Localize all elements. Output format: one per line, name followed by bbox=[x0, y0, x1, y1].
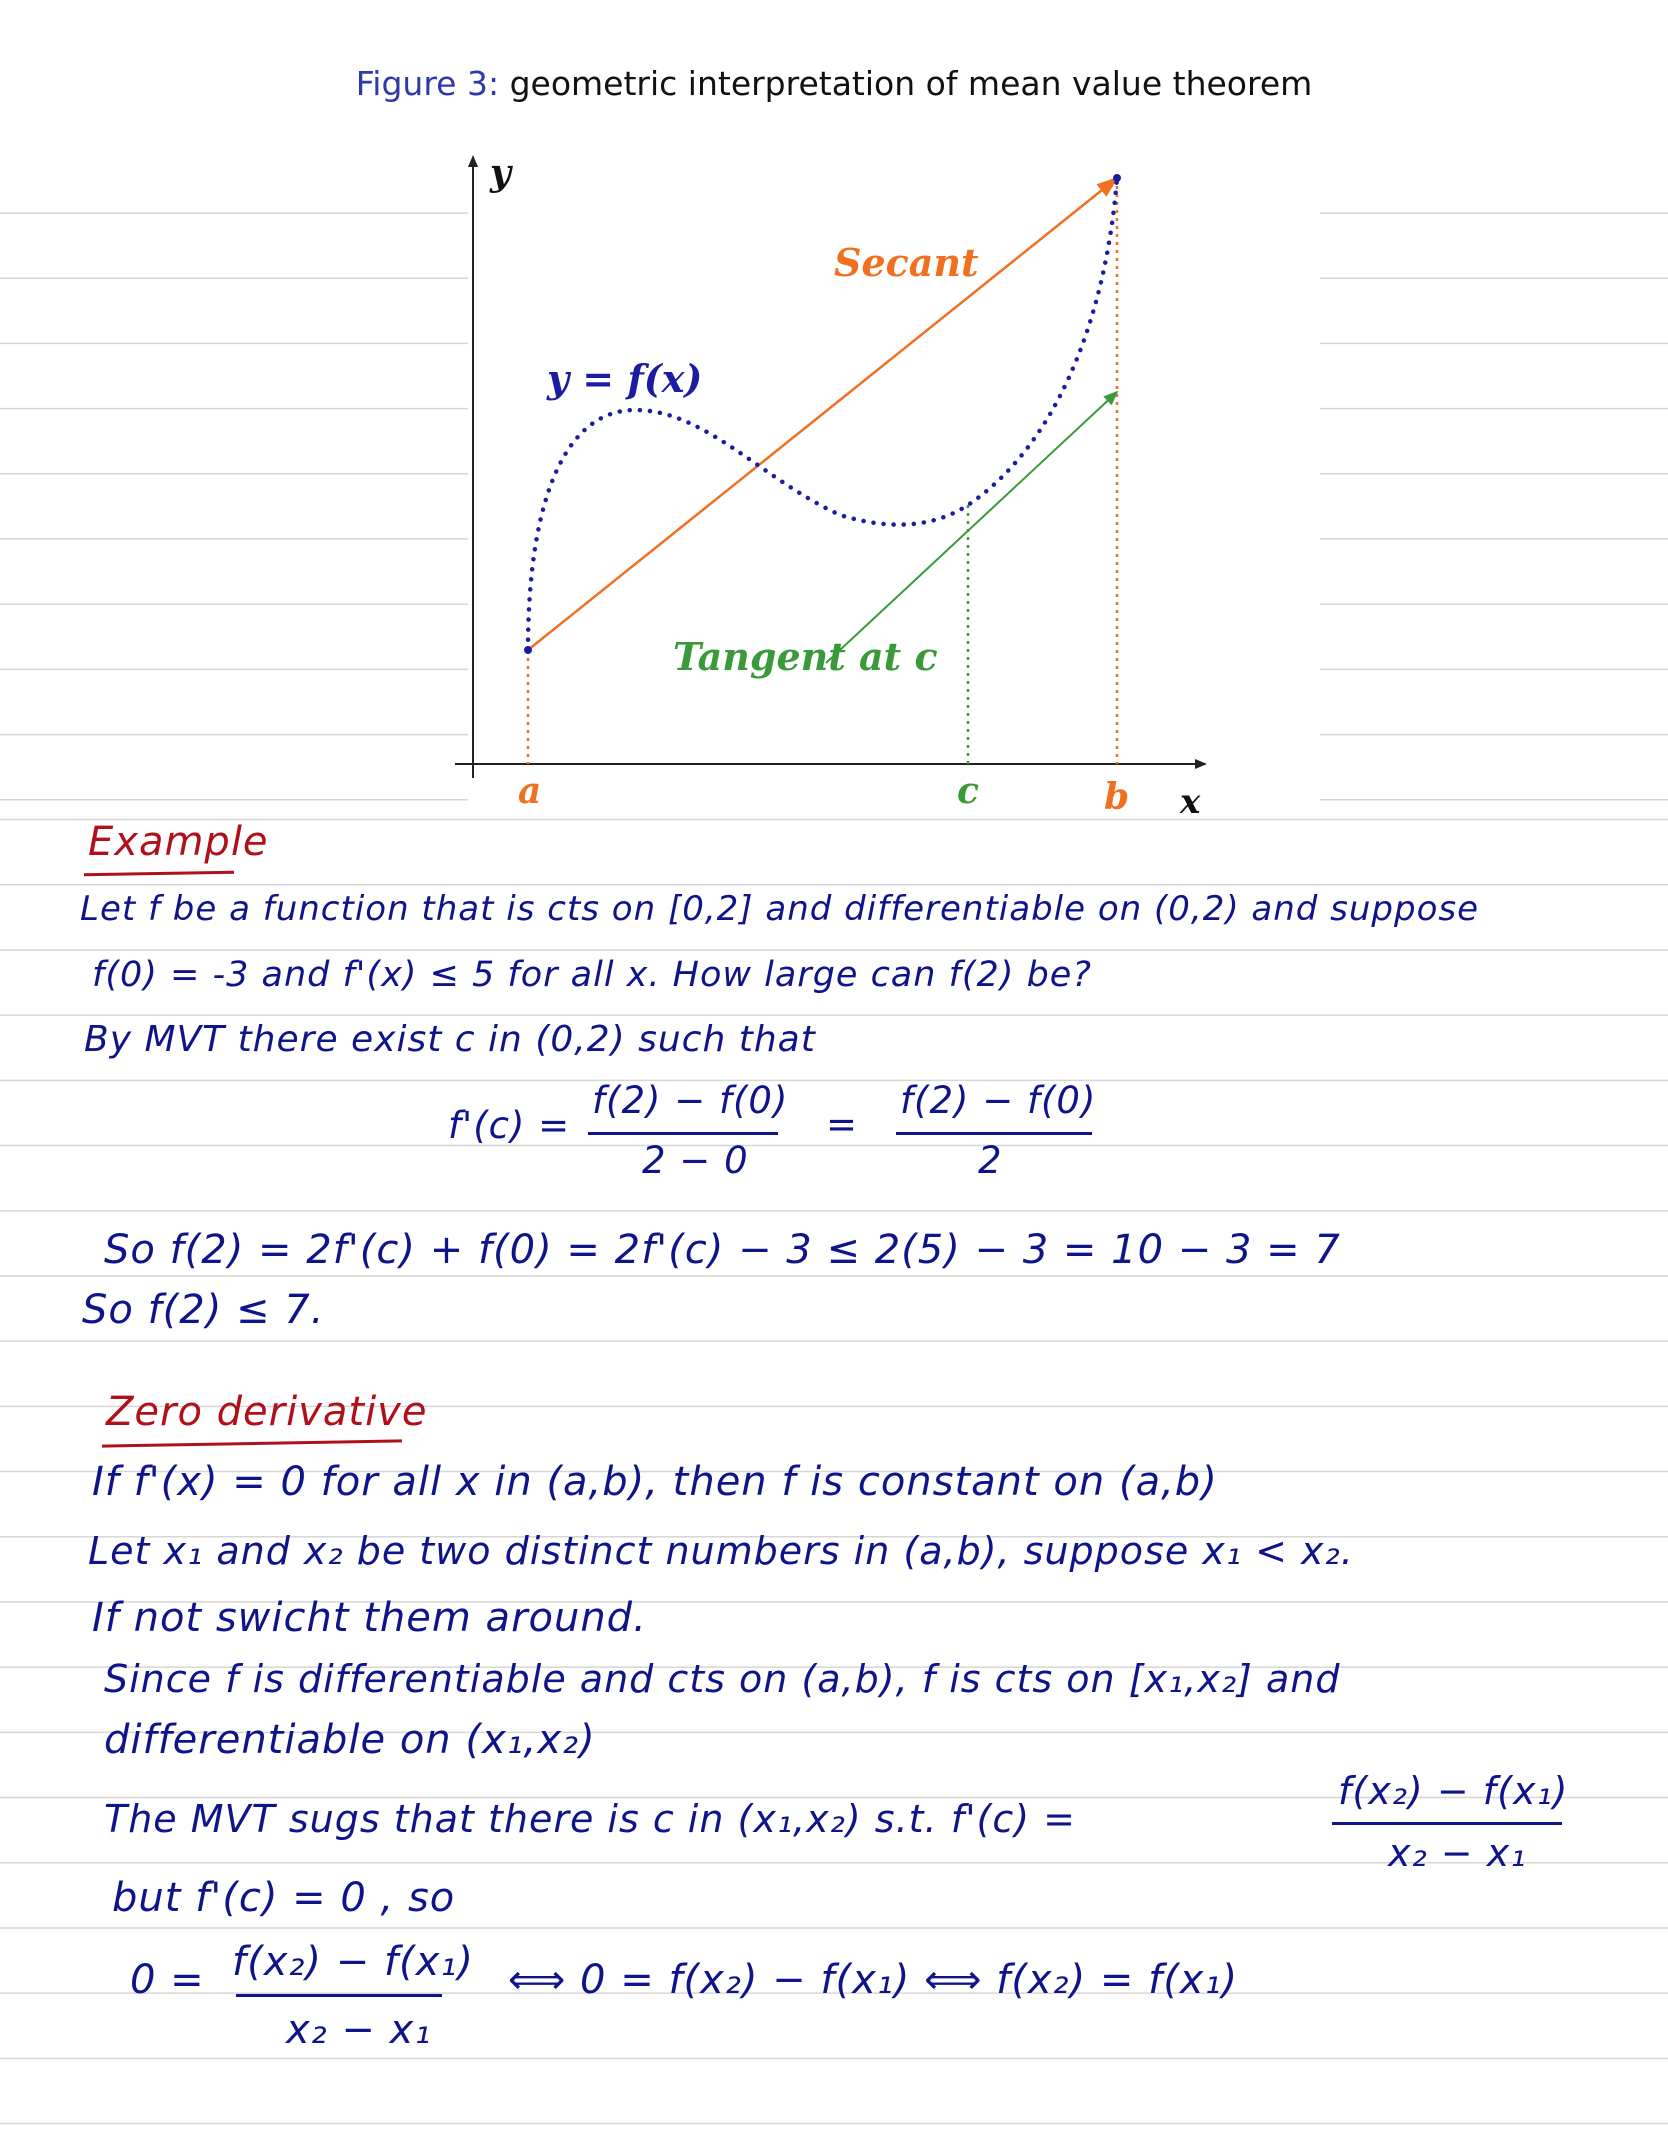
tangent-line bbox=[826, 392, 1117, 663]
zero-derivative-line-7: but f'(c) = 0 , so bbox=[112, 1875, 456, 1921]
example-eq-equals: = bbox=[826, 1103, 859, 1146]
zero-derivative-heading: Zero derivative bbox=[106, 1389, 428, 1435]
figure-caption-label: Figure 3: bbox=[355, 64, 500, 103]
zero-derivative-line-6-denominator: x₂ − x₁ bbox=[1388, 1831, 1527, 1875]
point-a-label: a bbox=[518, 770, 542, 812]
zero-derivative-line-8-denominator: x₂ − x₁ bbox=[286, 2007, 432, 2053]
zero-derivative-line-3: If not swicht them around. bbox=[92, 1595, 647, 1641]
point-c-label: c bbox=[957, 770, 979, 812]
zero-derivative-line-6: The MVT sugs that there is c in (x₁,x₂) s.t. f'(c) = bbox=[104, 1797, 1076, 1841]
figure-caption-text: geometric interpretation of mean value theorem bbox=[509, 64, 1313, 103]
example-heading: Example bbox=[88, 819, 269, 865]
example-eq-num1: f(2) − f(0) bbox=[592, 1079, 789, 1122]
zero-derivative-heading-underline bbox=[102, 1439, 402, 1447]
zero-derivative-line-8-numerator: f(x₂) − f(x₁) bbox=[232, 1939, 474, 1985]
point-a-dot bbox=[524, 646, 532, 654]
mvt-figure bbox=[0, 0, 1668, 880]
example-eq-num2: f(2) − f(0) bbox=[900, 1079, 1097, 1122]
zero-derivative-line-2: Let x₁ and x₂ be two distinct numbers in (a,b), suppose x₁ < x₂. bbox=[88, 1529, 1354, 1573]
zero-derivative-line-6-numerator: f(x₂) − f(x₁) bbox=[1338, 1769, 1569, 1813]
example-line-3: By MVT there exist c in (0,2) such that bbox=[84, 1019, 816, 1060]
example-line-2: f(0) = -3 and f'(x) ≤ 5 for all x. How large can f(2) be? bbox=[92, 955, 1092, 995]
zero-derivative-line-4: Since f is differentiable and cts on (a,b), f is cts on [x₁,x₂] and bbox=[104, 1657, 1341, 1701]
example-line-1: Let f be a function that is cts on [0,2] and differentiable on (0,2) and suppose bbox=[80, 889, 1480, 929]
example-eq-fraction-bar-1 bbox=[588, 1132, 778, 1135]
point-b-dot bbox=[1113, 174, 1121, 182]
point-b-label: b bbox=[1104, 776, 1130, 818]
secant-line bbox=[528, 178, 1117, 650]
zero-derivative-line-8-fraction-bar bbox=[236, 1994, 442, 1997]
tangent-label: Tangent at c bbox=[673, 634, 938, 679]
zero-derivative-line-1: If f'(x) = 0 for all x in (a,b), then f is constant on (a,b) bbox=[92, 1459, 1218, 1505]
example-eq-left: f'(c) = bbox=[448, 1104, 571, 1147]
zero-derivative-line-6-fraction-bar bbox=[1332, 1822, 1562, 1825]
y-axis-label: y bbox=[490, 152, 511, 194]
secant-label: Secant bbox=[834, 240, 979, 285]
zero-derivative-line-8-left: 0 = bbox=[130, 1957, 205, 2003]
example-eq-den1: 2 − 0 bbox=[642, 1139, 749, 1182]
x-axis-label: x bbox=[1180, 782, 1201, 822]
example-line-4: So f(2) = 2f'(c) + f(0) = 2f'(c) − 3 ≤ 2(5) − 3 = 10 − 3 = 7 bbox=[104, 1227, 1341, 1273]
example-eq-den2: 2 bbox=[978, 1139, 1003, 1182]
zero-derivative-line-8-right: ⟺ 0 = f(x₂) − f(x₁) ⟺ f(x₂) = f(x₁) bbox=[508, 1957, 1239, 2003]
example-line-5: So f(2) ≤ 7. bbox=[82, 1287, 325, 1333]
curve-label: y = f(x) bbox=[547, 356, 703, 401]
example-eq-fraction-bar-2 bbox=[896, 1132, 1092, 1135]
zero-derivative-line-5: differentiable on (x₁,x₂) bbox=[104, 1717, 596, 1763]
